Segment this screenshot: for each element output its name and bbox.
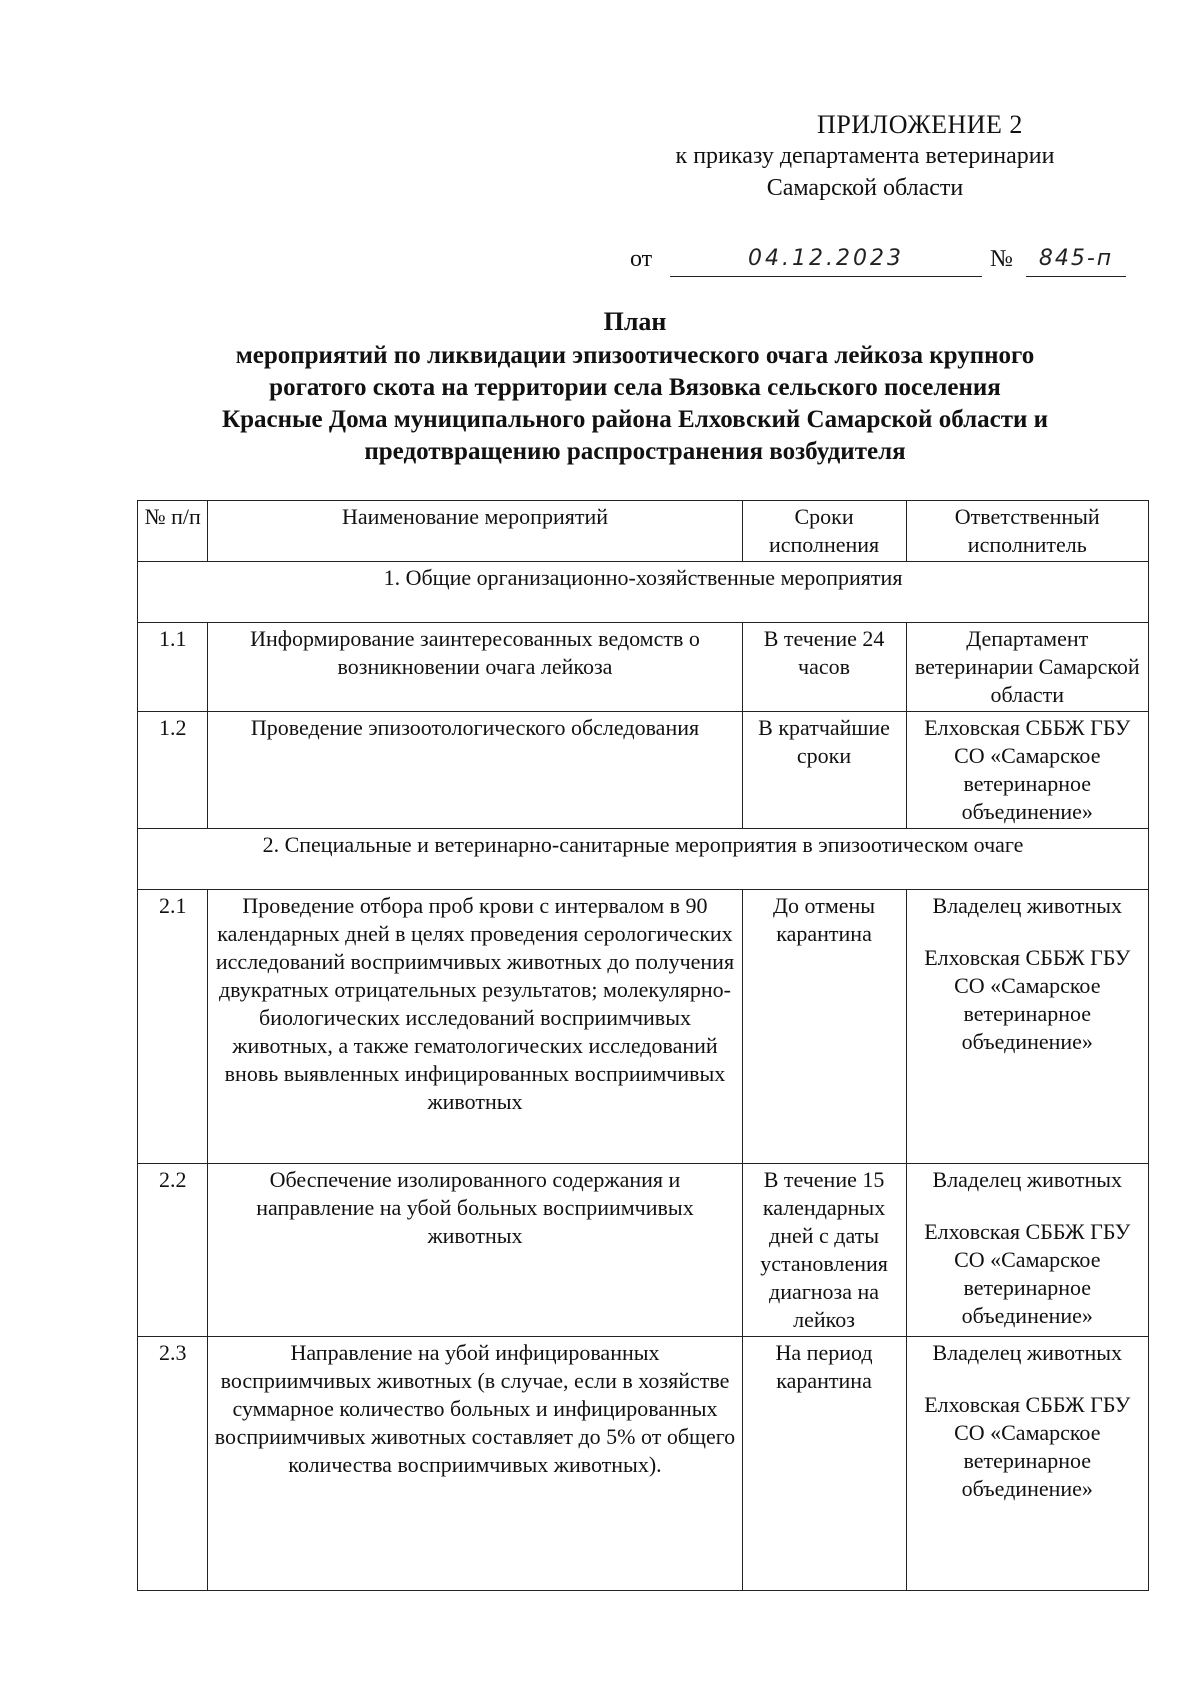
plan-subtitle-line: мероприятий по ликвидации эпизоотического очага лейкоза крупного (235, 342, 1035, 369)
order-number: 845-п (1026, 246, 1126, 277)
order-number-label: № (990, 246, 1013, 272)
row-term: В течение 15 календарных дней с даты установления диагноза на лейкоз (742, 1164, 906, 1337)
table-header-row (138, 501, 1149, 562)
plan-subtitle-line: Красные Дома муниципального района Елховский Самарской области и (221, 406, 1049, 433)
row-term: До отмены карантина (742, 890, 906, 1164)
row-num: 2.1 (138, 890, 208, 1164)
row-resp (906, 890, 1148, 1164)
row-resp (906, 712, 1148, 829)
row-term: В течение 24 часов (742, 623, 906, 712)
table-row (138, 1337, 1149, 1591)
row-name: Обеспечение изолированного содержания и направление на убой больных восприимчивых животных (208, 1164, 742, 1337)
row-name: Проведение эпизоотологического обследования (208, 712, 742, 829)
plan-subtitle-line: предотвращению распространения возбудителя (364, 438, 906, 465)
section-row (138, 562, 1149, 623)
order-reference (630, 246, 1130, 280)
section-row (138, 829, 1149, 890)
table-row (138, 623, 1149, 712)
appendix-title: ПРИЛОЖЕНИЕ 2 (817, 110, 1023, 139)
table-row (138, 712, 1149, 829)
row-num: 2.2 (138, 1164, 208, 1337)
plan-heading (150, 306, 1120, 468)
row-num: 1.2 (138, 712, 208, 829)
table-row (138, 890, 1149, 1164)
order-date-label: от (630, 246, 653, 272)
appendix-header (600, 110, 1130, 204)
row-resp-line: Елховская СББЖ ГБУ СО «Самарское ветеринарное объединение» (924, 1392, 1131, 1501)
section-2-title: 2. Специальные и ветеринарно-санитарные мероприятия в эпизоотическом очаге (138, 829, 1149, 890)
section-1-title: 1. Общие организационно-хозяйственные мероприятия (138, 562, 1149, 623)
row-resp-line: Владелец животных (932, 893, 1122, 918)
row-name: Информирование заинтересованных ведомств о возникновении очага лейкоза (208, 623, 742, 712)
row-resp-line: Владелец животных (932, 1167, 1122, 1192)
row-resp-line: Владелец животных (932, 1340, 1122, 1365)
row-resp (906, 1164, 1148, 1337)
row-name: Направление на убой инфицированных восприимчивых животных (в случае, если в хозяйстве суммарное количество больных и инфицированных восприимчивых животных составляет до 5% от общего количества восприимчивых животных). (208, 1337, 742, 1591)
row-resp (906, 1337, 1148, 1591)
row-resp (906, 623, 1148, 712)
row-resp-line: Департамент ветеринарии Самарской области (914, 626, 1140, 707)
header-resp: Ответственный исполнитель (906, 501, 1148, 562)
row-num: 2.3 (138, 1337, 208, 1591)
row-resp-line: Елховская СББЖ ГБУ СО «Самарское ветеринарное объединение» (924, 1219, 1131, 1328)
row-term: На период карантина (742, 1337, 906, 1591)
table-row (138, 1164, 1149, 1337)
appendix-line-1: к приказу департамента ветеринарии (675, 143, 1055, 169)
measures-table (137, 500, 1149, 1591)
plan-subtitle-line: рогатого скота на территории села Вязовка сельского поселения (269, 374, 1001, 401)
plan-title: План (603, 307, 667, 336)
row-name: Проведение отбора проб крови с интервалом в 90 календарных дней в целях проведения серологических исследований восприимчивых животных до получения двукратных отрицательных результатов; молекулярно-биологических исследований восприимчивых животных, а также гематологических исследований вновь выявленных инфицированных восприимчивых животных (208, 890, 742, 1164)
order-date: 04.12.2023 (670, 246, 982, 277)
row-num: 1.1 (138, 623, 208, 712)
header-num: № п/п (138, 501, 208, 562)
header-name: Наименование мероприятий (208, 501, 742, 562)
row-term: В кратчайшие сроки (742, 712, 906, 829)
header-term: Сроки исполнения (742, 501, 906, 562)
row-resp-line: Елховская СББЖ ГБУ СО «Самарское ветеринарное объединение» (924, 715, 1131, 824)
appendix-line-2: Самарской области (766, 175, 964, 201)
row-resp-line: Елховская СББЖ ГБУ СО «Самарское ветеринарное объединение» (924, 945, 1131, 1054)
